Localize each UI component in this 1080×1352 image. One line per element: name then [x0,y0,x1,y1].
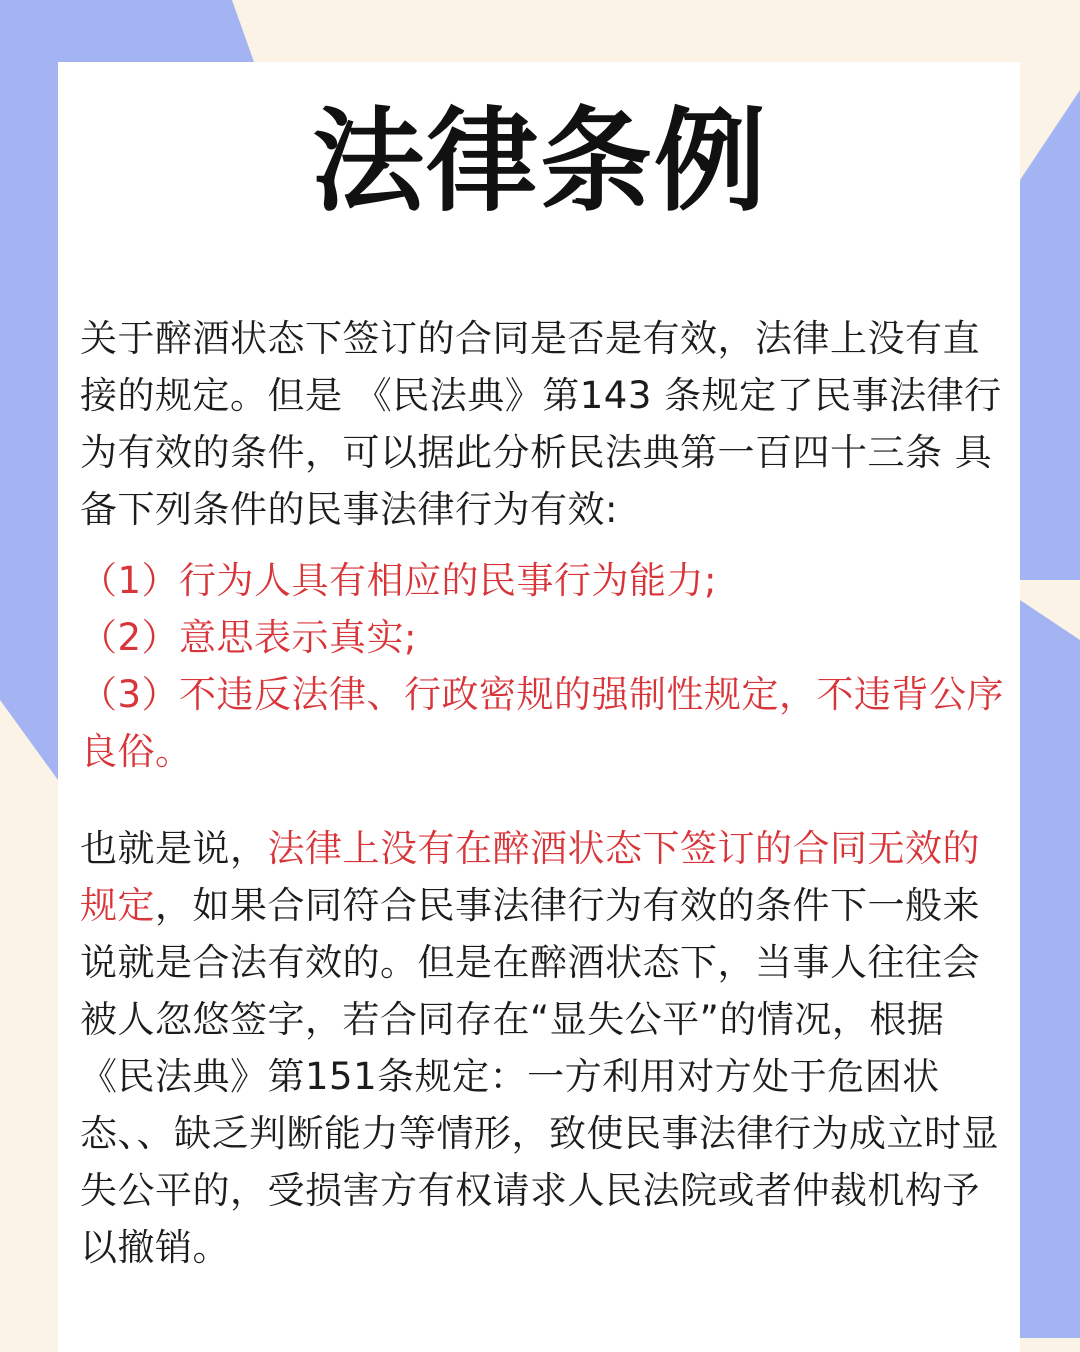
condition-item-2: （2）意思表示真实; [80,616,418,659]
page-title: 法律条例 [312,96,768,227]
condition-item-1: （1）行为人具有相应的民事行为能力; [80,559,718,602]
conclusion-lead: 也就是说， [80,827,268,870]
conclusion-highlight: 法律上没有在醉酒状态下签订的合同无效的规定 [80,827,980,927]
condition-item-3: （3）不违反法律、行政密规的强制性规定，不违背公序良俗。 [80,673,1005,773]
intro-paragraph: 关于醉酒状态下签订的合同是否是有效，法律上没有直接的规定。但是 《民法典》第143 条规定了民事法律行为有效的条件，可以据此分析民法典第一百四十三条 具备下列条件的民事法律行为有效: [80,317,1002,531]
left-lower-cream-shape [0,700,58,1338]
conclusion-rest: ，如果合同符合民事法律行为有效的条件下一般来说就是合法有效的。但是在醉酒状态下，当事人往往会被人忽悠签字，若合同存在“显失公平”的情况，根据《民法典》第151条规定：一方利用对方处于危困状态、、缺乏判断能力等情形，致使民事法律行为成立时显失公平的，受损害方有权请求人民法院或者仲裁机构予以撤销。 [80,884,999,1269]
conditions-list [80,552,1010,780]
right-lower-blue-shape [1020,600,1080,1338]
conclusion-paragraph [80,820,1010,1276]
